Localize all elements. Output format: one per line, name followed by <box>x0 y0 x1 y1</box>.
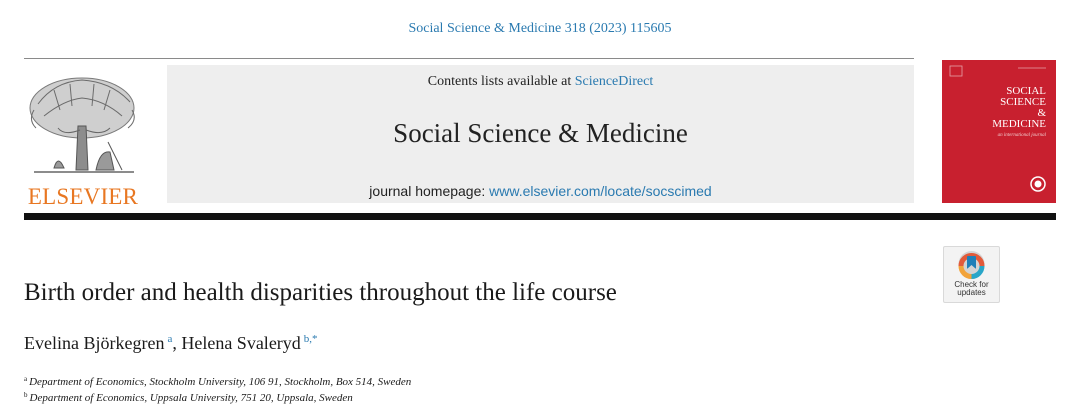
journal-homepage-link[interactable]: www.elsevier.com/locate/socscimed <box>489 183 712 199</box>
elsevier-wordmark: ELSEVIER <box>27 184 139 209</box>
cover-subtitle: an international journal <box>997 133 1046 138</box>
cover-title: SOCIAL SCIENCE & MEDICINE <box>992 85 1046 130</box>
cover-decoration-icon <box>942 60 1056 203</box>
author-name[interactable]: Helena Svaleryd <box>181 333 301 353</box>
affiliation-a <box>24 375 411 388</box>
affiliation-text: Department of Economics, Uppsala University, 751 20, Uppsala, Sweden <box>29 392 353 404</box>
journal-cover[interactable] <box>942 60 1056 203</box>
author-affiliation-marker[interactable]: b,* <box>303 333 318 345</box>
contents-prefix: Contents lists available at <box>427 74 575 89</box>
author-list <box>24 333 318 354</box>
author-affiliation-marker[interactable]: a <box>167 333 173 345</box>
homepage-prefix: journal homepage: <box>369 183 490 199</box>
check-for-updates-label: Check for updates <box>954 280 989 297</box>
check-for-updates-icon <box>944 247 999 281</box>
contents-line <box>167 74 914 90</box>
elsevier-logo[interactable] <box>24 70 146 210</box>
check-for-updates-button[interactable] <box>943 246 1000 303</box>
homepage-line <box>167 183 914 199</box>
affiliation-text: Department of Economics, Stockholm University, 106 91, Stockholm, Box 514, Sweden <box>29 376 412 388</box>
author-name[interactable]: Evelina Björkegren <box>24 333 165 353</box>
journal-title: Social Science & Medicine <box>393 118 688 148</box>
top-divider <box>24 58 914 59</box>
affiliation-label: b <box>24 391 28 399</box>
sciencedirect-link[interactable]: ScienceDirect <box>574 74 654 89</box>
tree-icon <box>24 70 142 182</box>
article-title: Birth order and health disparities throughout the life course <box>24 279 617 306</box>
citation-link[interactable]: Social Science & Medicine 318 (2023) 115605 <box>408 21 672 36</box>
affiliation-label: a <box>24 375 28 383</box>
author-separator: , <box>172 333 182 353</box>
affiliation-b <box>24 391 353 404</box>
header-divider <box>24 213 1056 220</box>
